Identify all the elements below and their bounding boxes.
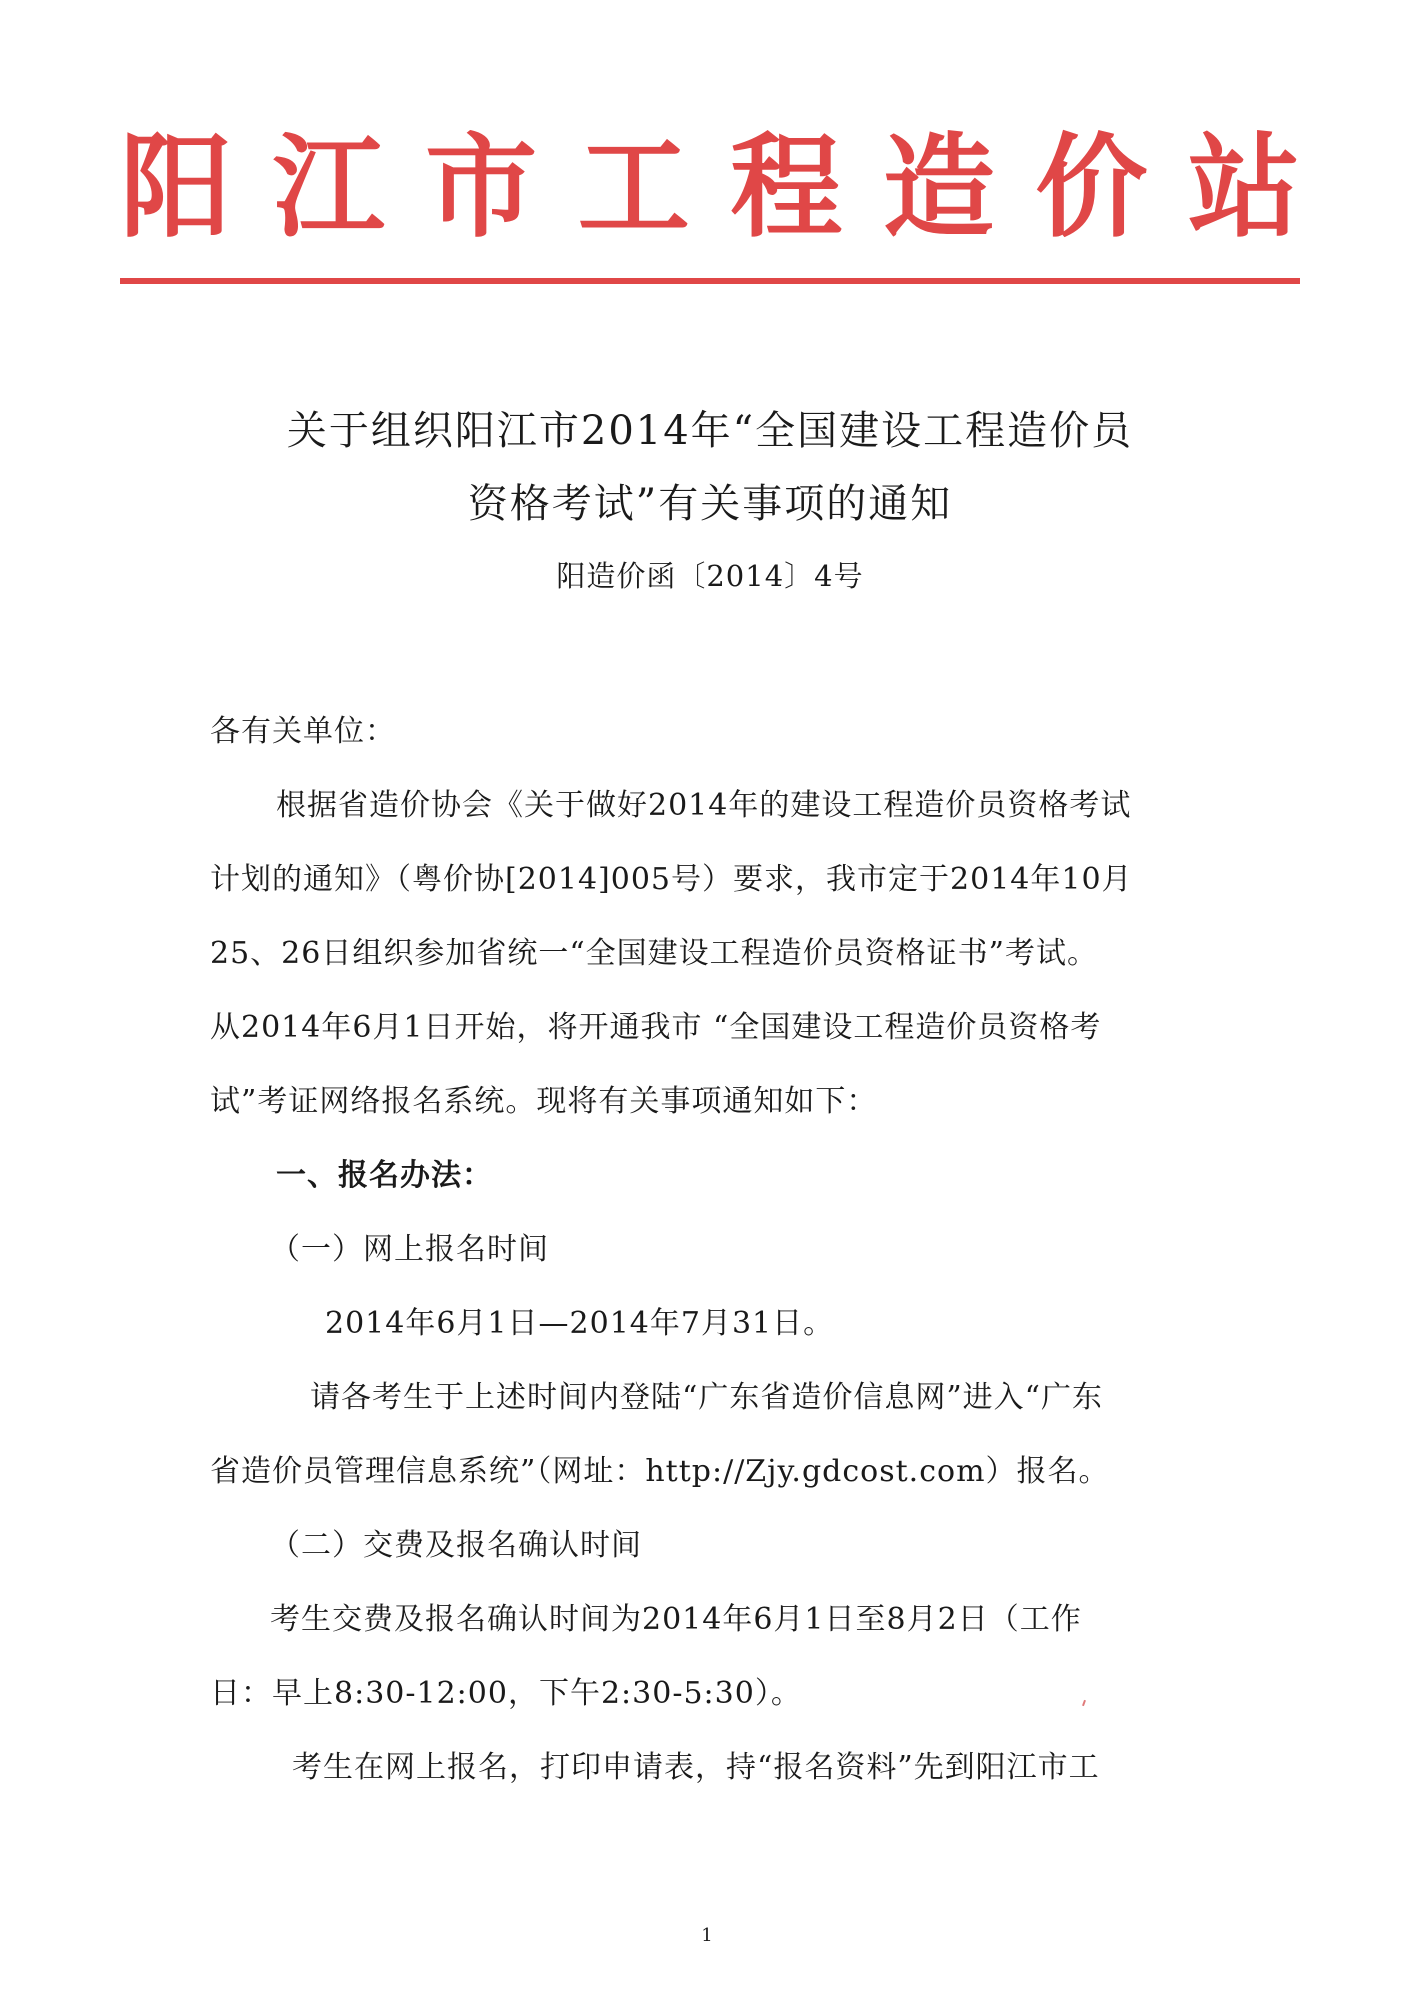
paragraph-line: 试”考证网络报名系统。现将有关事项通知如下： bbox=[210, 1084, 878, 1119]
letterhead-char: 市 bbox=[425, 122, 538, 253]
paragraph-line: 省造价员管理信息系统”（网址：http://Zjy.gdcost.com）报名。 bbox=[210, 1454, 1110, 1489]
document-title-line-2: 资格考试”有关事项的通知 bbox=[467, 481, 953, 527]
letterhead-char: 程 bbox=[730, 122, 843, 253]
letterhead-char: 造 bbox=[882, 122, 995, 253]
paragraph-line: 25、26日组织参加省统一“全国建设工程造价员资格证书”考试。 bbox=[210, 936, 1099, 971]
paragraph-line: 请各考生于上述时间内登陆“广东省造价信息网”进入“广东 bbox=[310, 1380, 1104, 1415]
page-number: 1 bbox=[701, 1925, 713, 1946]
paragraph-line: 考生交费及报名确认时间为2014年6月1日至8月2日（工作 bbox=[270, 1602, 1082, 1637]
letterhead-char: 工 bbox=[577, 122, 690, 253]
registration-dates: 2014年6月1日—2014年7月31日。 bbox=[325, 1306, 835, 1341]
subsection-heading: （一）网上报名时间 bbox=[270, 1232, 549, 1267]
letterhead-char: 江 bbox=[272, 122, 385, 253]
paragraph-line: 从2014年6月1日开始，将开通我市 “全国建设工程造价员资格考 bbox=[210, 1010, 1102, 1045]
letterhead bbox=[120, 118, 1300, 258]
document-title-line-1: 关于组织阳江市2014年“全国建设工程造价员 bbox=[286, 408, 1134, 454]
paragraph-line: 计划的通知》（粤价协[2014]005号）要求，我市定于2014年10月 bbox=[210, 862, 1133, 897]
paragraph-line: 考生在网上报名，打印申请表，持“报名资料”先到阳江市工 bbox=[292, 1750, 1100, 1785]
letterhead-char: 站 bbox=[1187, 122, 1300, 253]
salutation: 各有关单位： bbox=[210, 714, 396, 749]
document-number: 阳造价函〔2014〕4号 bbox=[556, 559, 864, 593]
subsection-heading: （二）交费及报名确认时间 bbox=[270, 1528, 642, 1563]
paragraph-line: 日：早上8:30-12:00，下午2:30-5:30）。 bbox=[210, 1676, 802, 1711]
section-heading: 一、报名办法： bbox=[276, 1158, 493, 1193]
letterhead-char: 阳 bbox=[120, 122, 232, 253]
letterhead-char: 价 bbox=[1035, 122, 1148, 253]
letterhead-divider bbox=[120, 278, 1300, 284]
paragraph-line: 根据省造价协会《关于做好2014年的建设工程造价员资格考试 bbox=[276, 788, 1132, 823]
